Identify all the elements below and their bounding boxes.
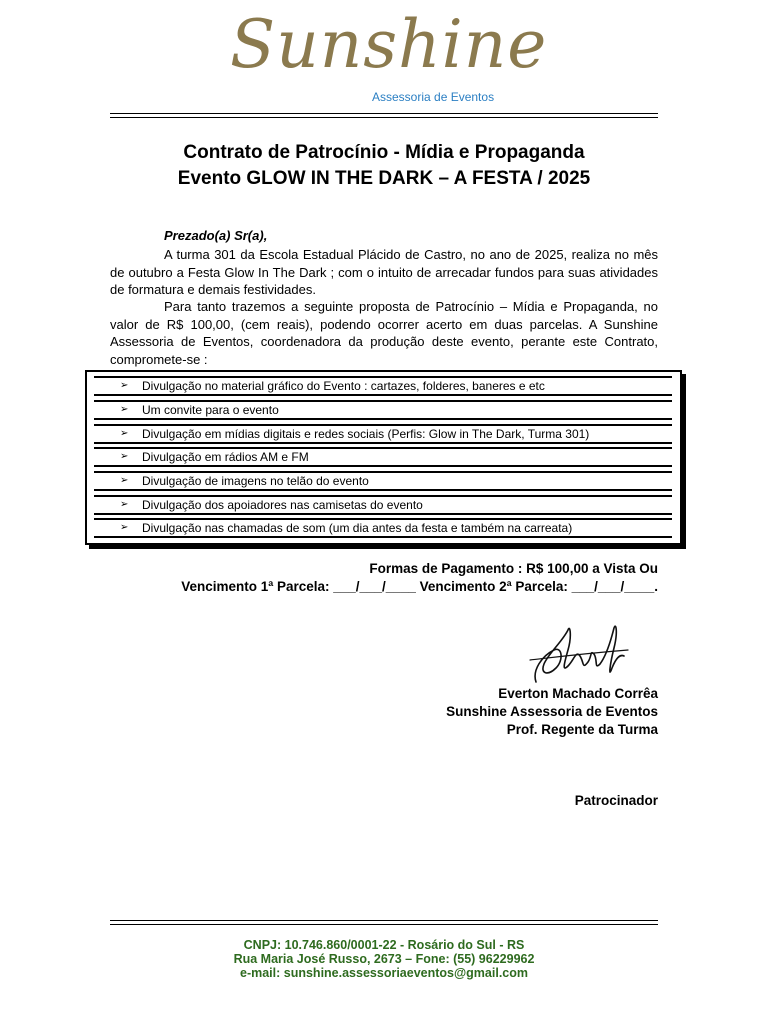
list-item-text: Divulgação no material gráfico do Evento : cartazes, folderes, baneres e etc [142, 379, 545, 393]
list-item [94, 424, 672, 444]
list-item [94, 447, 672, 467]
list-item [94, 400, 672, 420]
arrow-bullet-icon: ➢ [120, 380, 129, 391]
signer-role: Prof. Regente da Turma [506, 722, 658, 737]
footer-cnpj: CNPJ: 10.746.860/0001-22 - Rosário do Sul - RS [243, 938, 525, 952]
footer-email: e-mail: sunshine.assessoriaeventos@gmail.com [240, 966, 528, 980]
intro-paragraph [110, 246, 658, 299]
list-item-text: Divulgação em mídias digitais e redes sociais (Perfis: Glow in The Dark, Turma 301) [142, 427, 590, 441]
footer-address: Rua Maria José Russo, 2673 – Fone: (55) 96229962 [233, 952, 535, 966]
payment-terms: Formas de Pagamento : R$ 100,00 a Vista Ou [369, 561, 658, 576]
list-item [94, 376, 672, 396]
arrow-bullet-icon: ➢ [120, 451, 129, 462]
proposal-paragraph [110, 298, 658, 368]
list-item-text: Um convite para o evento [142, 403, 279, 417]
sponsor-label: Patrocinador [574, 793, 658, 808]
arrow-bullet-icon: ➢ [120, 522, 129, 533]
greeting: Prezado(a) Sr(a), [164, 228, 268, 243]
list-item [94, 518, 672, 538]
paragraph-text: Para tanto trazemos a seguinte proposta de Patrocínio – Mídia e Propaganda, no valor de R$ 100,00, (cem reais), podendo ocorrer acerto em duas parcelas. A Sunshine Assessoria de Eventos, coordenadora da produção deste evento, perante este Contrato, compromete-se : [110, 299, 658, 367]
signer-company: Sunshine Assessoria de Eventos [446, 704, 658, 719]
list-item [94, 471, 672, 491]
signer-name: Everton Machado Corrêa [498, 686, 658, 701]
arrow-bullet-icon: ➢ [120, 499, 129, 510]
handwritten-signature [528, 620, 638, 690]
list-item-text: Divulgação em rádios AM e FM [142, 450, 309, 464]
installment-dates: Vencimento 1ª Parcela: ___/___/____ Vencimento 2ª Parcela: ___/___/____. [181, 579, 658, 594]
document-subtitle: Evento GLOW IN THE DARK – A FESTA / 2025 [177, 168, 591, 189]
arrow-bullet-icon: ➢ [120, 404, 129, 415]
arrow-bullet-icon: ➢ [120, 428, 129, 439]
document-title: Contrato de Patrocínio - Mídia e Propaganda [183, 142, 585, 163]
paragraph-text: A turma 301 da Escola Estadual Plácido de Castro, no ano de 2025, realiza no mês de outubro a Festa Glow In The Dark ; com o intuito de arrecadar fundos para suas atividades de formatura e demais festividades. [110, 247, 658, 297]
list-item [94, 495, 672, 515]
list-item-text: Divulgação dos apoiadores nas camisetas do evento [142, 498, 423, 512]
logo-wordmark: Sunshine [230, 6, 548, 83]
company-logo [210, 6, 550, 110]
footer-divider [110, 920, 658, 925]
list-item-text: Divulgação de imagens no telão do evento [142, 474, 369, 488]
arrow-bullet-icon: ➢ [120, 475, 129, 486]
list-item-text: Divulgação nas chamadas de som (um dia antes da festa e também na carreata) [142, 521, 573, 535]
logo-subtitle: Assessoria de Eventos [372, 90, 495, 104]
header-divider [110, 113, 658, 118]
benefits-list [85, 370, 682, 545]
